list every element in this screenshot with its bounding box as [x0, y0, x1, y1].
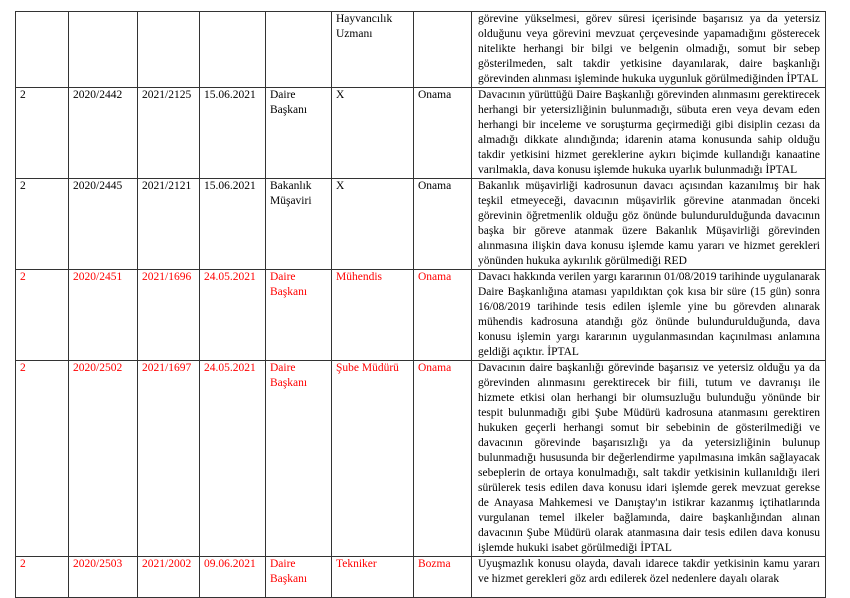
gerekce-cell: Uyuşmazlık konusu olayda, davalı idarece takdir yetkisinin kamu yararı ve hizmet gerekleri göz ardı edilerek özel nedenlere dayalı olarak — [472, 557, 826, 598]
sonuc-cell: Onama — [414, 270, 472, 361]
karar-no-cell — [138, 12, 200, 88]
gerekce-cell: Bakanlık müşavirliği kadrosunun davacı açısından kazanılmış bir hak teşkil etmeyeceği, davacının müşavirlik görevine atanmadan önceki görevinin öğretmenlik olduğu göz önünde bulundurulduğunda davacının başka bir göreve atanmak üzere Bakanlık Müşavirliği görevinden alınmasına ilişkin dava konusu işlemde kamu yararı ve hizmet gerekleri yönünden hukuka aykırılık görülmediği RED — [472, 179, 826, 270]
esas-no-cell — [69, 12, 138, 88]
yeni-gorev-cell: X — [332, 88, 414, 179]
tarih-cell — [200, 12, 266, 88]
yeni-gorev-cell: Tekniker — [332, 557, 414, 598]
esas-no-cell: 2020/2442 — [69, 88, 138, 179]
daire-cell: 2 — [16, 557, 69, 598]
daire-cell: 2 — [16, 88, 69, 179]
sonuc-cell: Bozma — [414, 557, 472, 598]
eski-gorev-cell — [266, 12, 332, 88]
eski-gorev-cell: Daire Başkanı — [266, 361, 332, 557]
tarih-cell: 24.05.2021 — [200, 270, 266, 361]
sonuc-cell: Onama — [414, 88, 472, 179]
table-row-highlighted — [16, 270, 826, 361]
daire-cell — [16, 12, 69, 88]
sonuc-cell: Onama — [414, 361, 472, 557]
gerekce-cell: görevine yükselmesi, görev süresi içerisinde başarısız ya da yetersiz olduğunu veya görevini mevzuat çerçevesinde yapamadığını gösterecek nitelikte herhangi bir bilgi ve belgenin olmadığı, somut bir sebep gösterilmeden, salt takdir yetkisine dayanılarak, daire başkanlığı görevinden alınması işleminde hukuka uygunluk görülmediğinden İPTAL — [472, 12, 826, 88]
karar-no-cell: 2021/2125 — [138, 88, 200, 179]
karar-no-cell: 2021/1697 — [138, 361, 200, 557]
karar-no-cell: 2021/2002 — [138, 557, 200, 598]
esas-no-cell: 2020/2502 — [69, 361, 138, 557]
tarih-cell: 24.05.2021 — [200, 361, 266, 557]
eski-gorev-cell: Daire Başkanı — [266, 88, 332, 179]
esas-no-cell: 2020/2503 — [69, 557, 138, 598]
tarih-cell: 09.06.2021 — [200, 557, 266, 598]
eski-gorev-cell: Bakanlık Müşaviri — [266, 179, 332, 270]
eski-gorev-cell: Daire Başkanı — [266, 270, 332, 361]
gerekce-cell: Davacının daire başkanlığı görevinde başarısız ve yetersiz olduğu ya da görevinden alınmasını gerektirecek bir fiili, tutum ve davranışı ile hizmete etkisi olan herhangi bir olumsuzluğu bulunduğu yönünde bir tespit bulunmadığı gibi Şube Müdürü kadrosuna atanmasını gerektiren hukuken geçerli herhangi somut bir sebebinin de gösterilmediği ve davacının görevinde başarısızlığı ya da yetersizliğinin bulunup bulunmadığı hususunda bir değerlendirme yapılmasına imkân sağlayacak sebeplerin de ortaya konulmadığı, salt takdir yetkisinin kullanıldığı ileri sürülerek tesis edilen dava konusu idari işlemde gerek mevzuat gerekse de Anayasa Mahkemesi ve Danıştay'ın istikrar kazanmış içtihatlarında vurgulanan temel ilkeler bağlamında, daire başkanlığından alınan davacının Şube Müdürü olarak atanmasına dair tesis edilen dava konusu işlemde hukuki isabet görülmediği İPTAL — [472, 361, 826, 557]
yeni-gorev-cell: X — [332, 179, 414, 270]
sonuc-cell — [414, 12, 472, 88]
table-row-highlighted — [16, 361, 826, 557]
table-row — [16, 12, 826, 88]
karar-no-cell: 2021/2121 — [138, 179, 200, 270]
yeni-gorev-cell: Mühendis — [332, 270, 414, 361]
court-decisions-table — [15, 11, 826, 598]
tarih-cell: 15.06.2021 — [200, 88, 266, 179]
daire-cell: 2 — [16, 179, 69, 270]
table-row — [16, 88, 826, 179]
yeni-gorev-cell: Hayvancılık Uzmanı — [332, 12, 414, 88]
gerekce-cell: Davacı hakkında verilen yargı kararının 01/08/2019 tarihinde uygulanarak Daire Başkanlığına ataması yapıldıktan çok kısa bir süre (15 gün) sonra 16/08/2019 tarihinde tesis edilen işlemle yine bu görevden alınarak mühendis kadrosuna atandığı göz önünde bulundurulduğunda, dava konusu işlemin yargı kararının uygulanmasından kaçınılması anlamına geldiği açıktır. İPTAL — [472, 270, 826, 361]
gerekce-cell: Davacının yürüttüğü Daire Başkanlığı görevinden alınmasını gerektirecek herhangi bir yetersizliğinin bulunmadığı, sübuta eren veya devam eden herhangi bir inceleme ve soruşturma geçirmediği gibi disiplin cezası da almadığı dikkate alındığında; idarenin atama konusunda sahip olduğu takdir yetkisini hizmet gereklerine aykırı biçimde kullandığı kanaatine varılmakla, dava konusu işlemde hukuka uyarlık bulunmadığı İPTAL — [472, 88, 826, 179]
table-row-highlighted — [16, 557, 826, 598]
karar-no-cell: 2021/1696 — [138, 270, 200, 361]
daire-cell: 2 — [16, 270, 69, 361]
esas-no-cell: 2020/2451 — [69, 270, 138, 361]
sonuc-cell: Onama — [414, 179, 472, 270]
eski-gorev-cell: Daire Başkanı — [266, 557, 332, 598]
daire-cell: 2 — [16, 361, 69, 557]
yeni-gorev-cell: Şube Müdürü — [332, 361, 414, 557]
table-row — [16, 179, 826, 270]
tarih-cell: 15.06.2021 — [200, 179, 266, 270]
esas-no-cell: 2020/2445 — [69, 179, 138, 270]
